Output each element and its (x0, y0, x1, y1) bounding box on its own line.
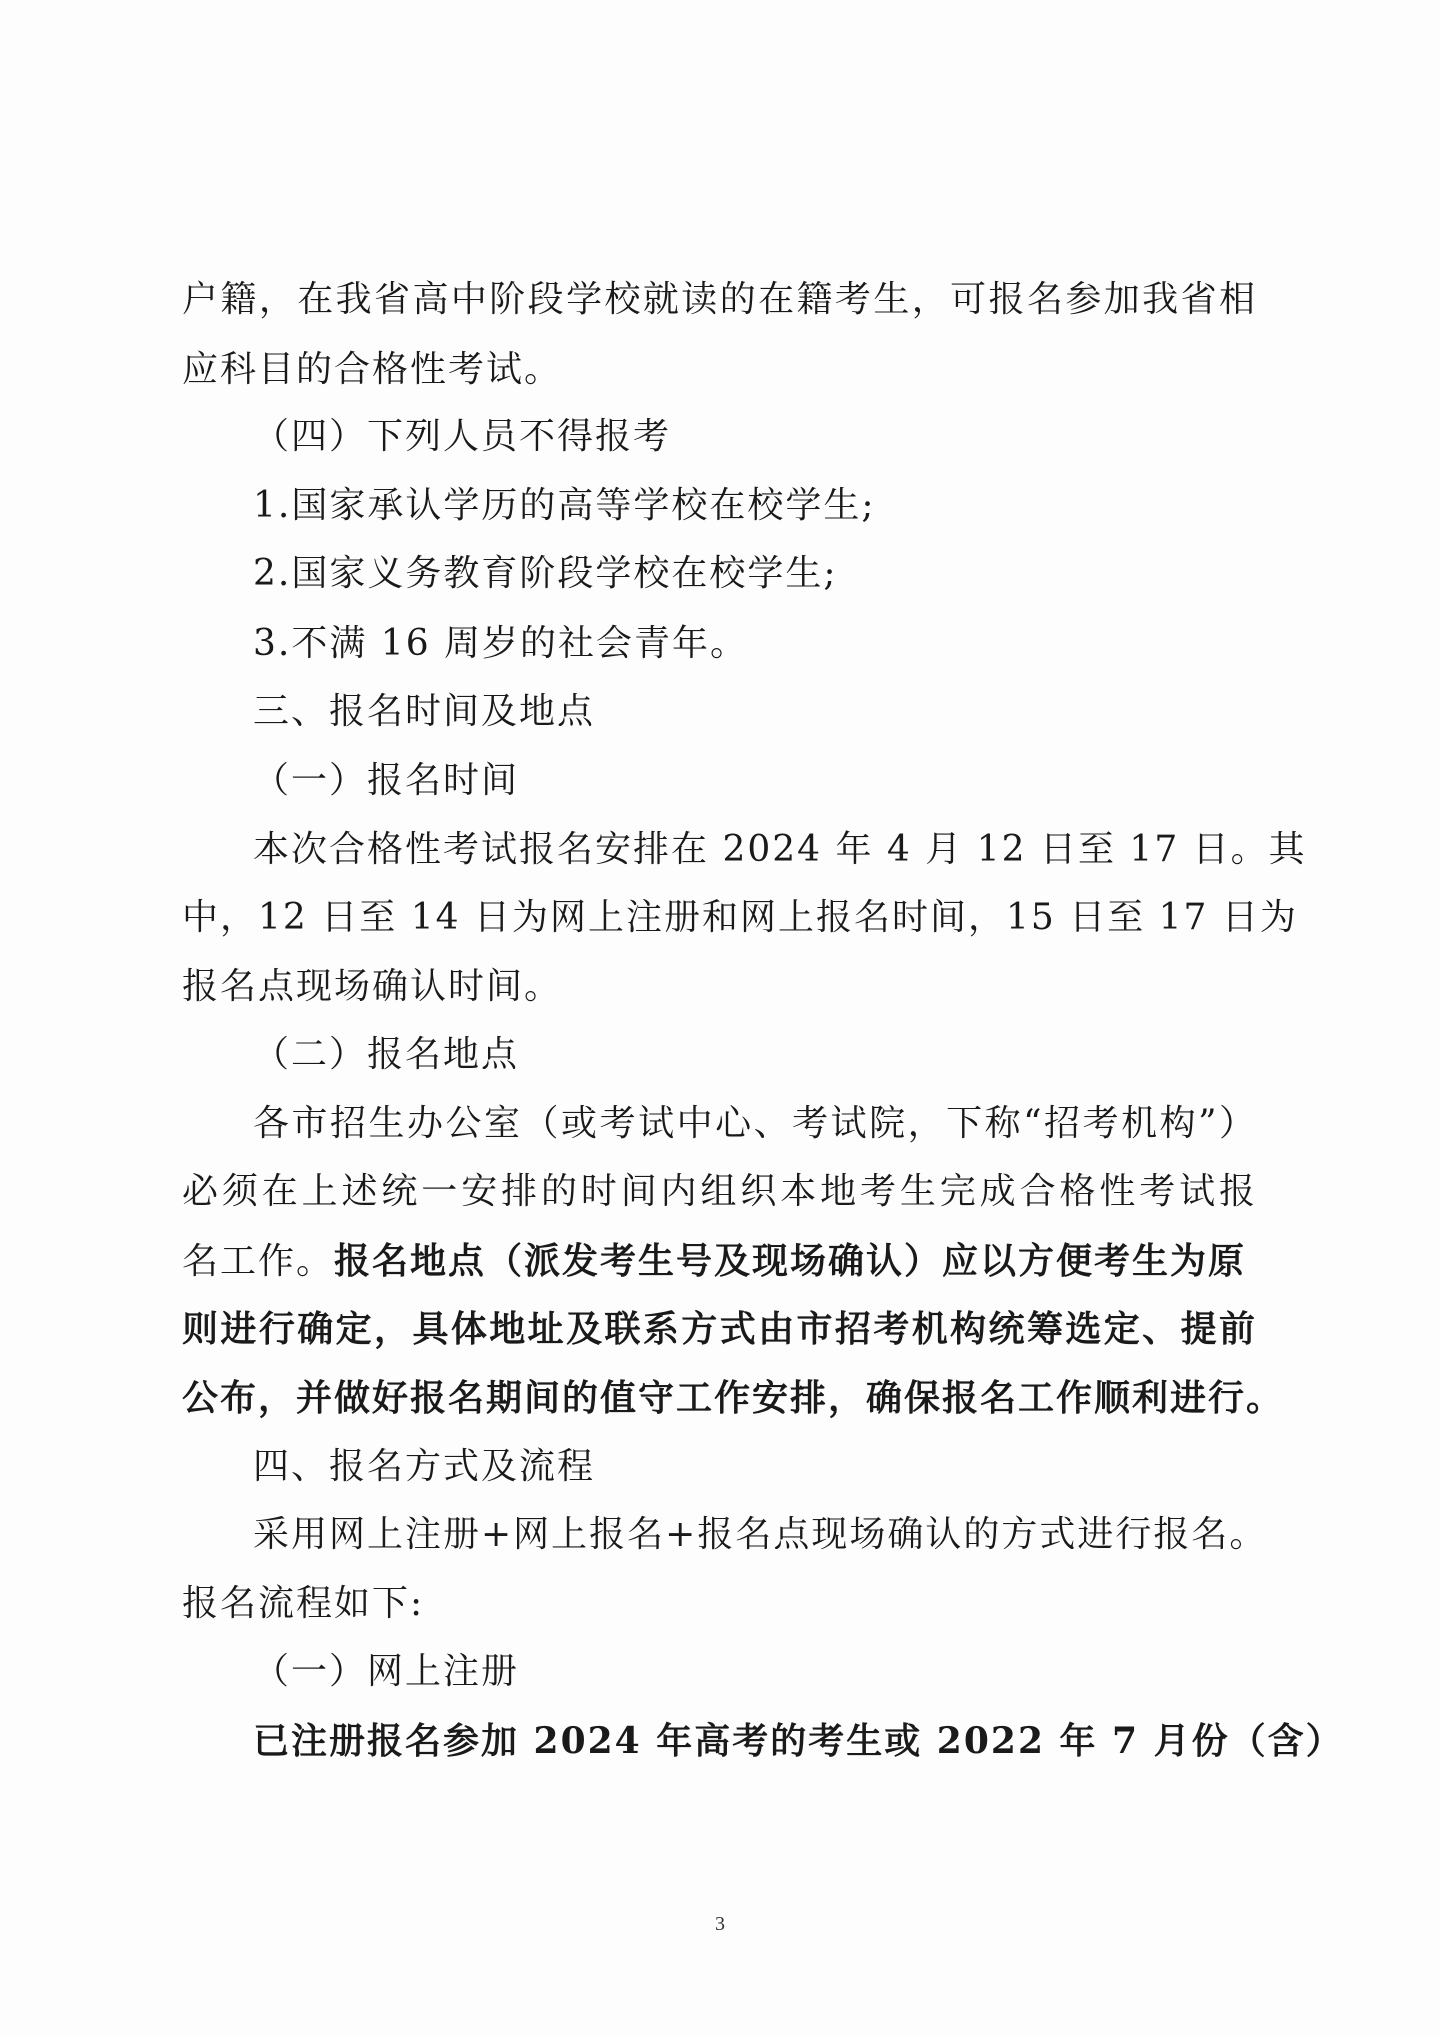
section-subheading: （二）报名地点 (253, 1034, 520, 1075)
paragraph-line: 必须在上述统一安排的时间内组织本地考生完成合格性考试报 (182, 1171, 1257, 1212)
section-heading: 四、报名方式及流程 (253, 1446, 596, 1487)
list-item: 2.国家义务教育阶段学校在校学生; (253, 553, 838, 594)
paragraph-line: 各市招生办公室（或考试中心、考试院，下称“招考机构”） (253, 1103, 1257, 1144)
paragraph-line-mixed (182, 1239, 1257, 1284)
paragraph-text: 名工作。 (182, 1241, 335, 1282)
section-heading: 三、报名时间及地点 (253, 691, 596, 732)
paragraph-line-bold: 则进行确定，具体地址及联系方式由市招考机构统筹选定、提前 (182, 1308, 1257, 1350)
paragraph-line: 采用网上注册+网上报名+报名点现场确认的方式进行报名。 (253, 1514, 1268, 1555)
paragraph-line: 中，12 日至 14 日为网上注册和网上报名时间，15 日至 17 日为 (182, 897, 1298, 938)
section-subheading: （一）网上注册 (253, 1651, 520, 1692)
list-item: 1.国家承认学历的高等学校在校学生; (253, 485, 876, 526)
paragraph-line: 报名流程如下: (182, 1583, 425, 1624)
paragraph-line-bold: 公布，并做好报名期间的值守工作安排，确保报名工作顺利进行。 (182, 1377, 1285, 1419)
paragraph-line: 本次合格性考试报名安排在 2024 年 4 月 12 日至 17 日。其 (253, 829, 1307, 870)
paragraph-line-bold: 已注册报名参加 2024 年高考的考生或 2022 年 7 月份（含） (253, 1720, 1344, 1762)
paragraph-line: 户籍，在我省高中阶段学校就读的在籍考生，可报名参加我省相 (182, 279, 1257, 320)
paragraph-text-bold: 报名地点（派发考生号及现场确认）应以方便考生为原 (334, 1240, 1247, 1282)
paragraph-line: 应科目的合格性考试。 (182, 349, 563, 390)
section-subheading: （四）下列人员不得报考 (253, 416, 672, 457)
page-number: 3 (715, 1913, 725, 1935)
paragraph-line: 报名点现场确认时间。 (182, 966, 563, 1007)
list-item: 3.不满 16 周岁的社会青年。 (253, 623, 749, 664)
section-subheading: （一）报名时间 (253, 760, 520, 801)
